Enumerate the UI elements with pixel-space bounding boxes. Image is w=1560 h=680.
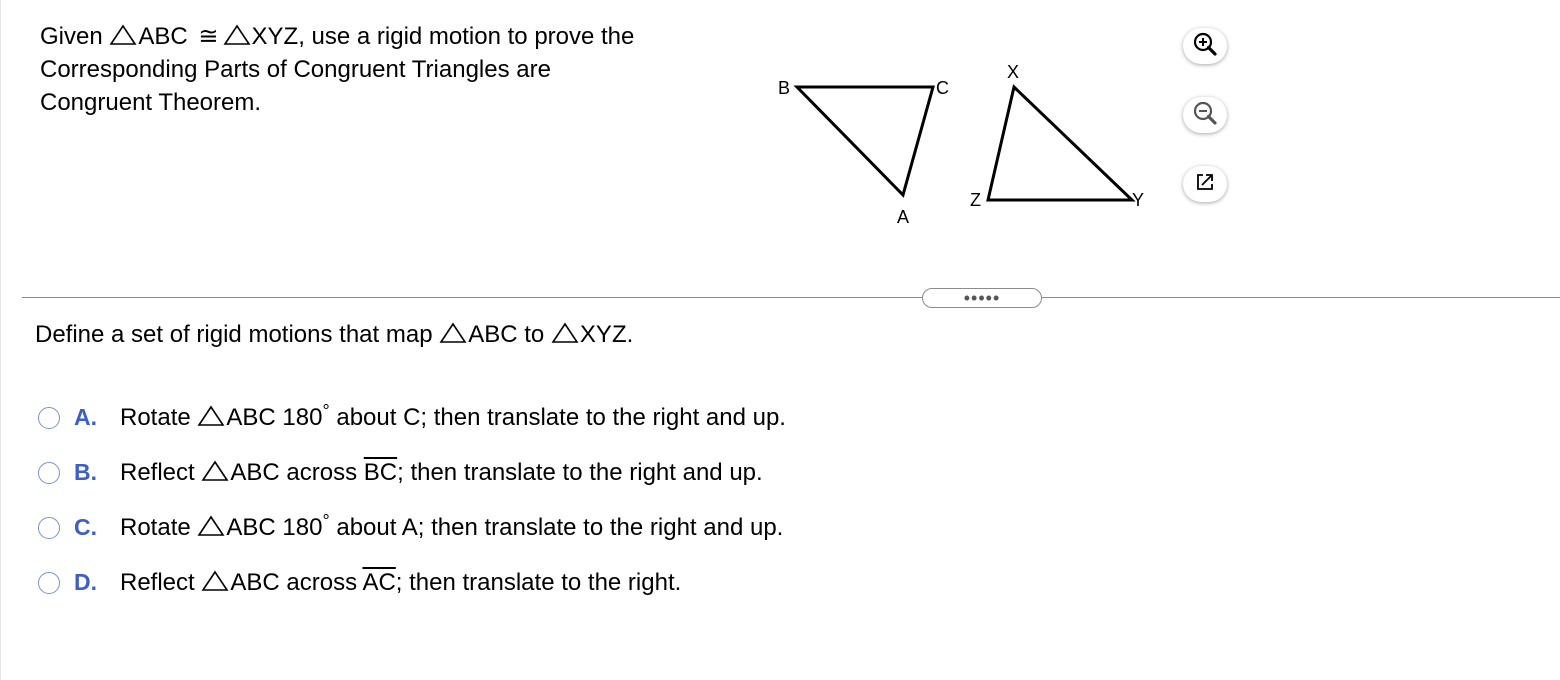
radio-button-d[interactable] — [38, 572, 60, 594]
degree-symbol: ° — [322, 510, 330, 531]
zoom-in-button[interactable] — [1183, 28, 1227, 64]
label-a: A — [897, 207, 910, 227]
option-letter: B. — [74, 459, 97, 485]
triangle-symbol-icon — [197, 405, 225, 427]
triangle-abc — [797, 87, 933, 195]
option-mid: across — [279, 458, 364, 486]
option-b[interactable] — [38, 445, 786, 500]
option-mid: 180 — [275, 513, 323, 541]
prompt-triangle-xyz: XYZ, — [251, 23, 305, 50]
option-text — [120, 510, 784, 542]
option-letter: A. — [74, 404, 97, 430]
prompt-line-1 — [40, 20, 740, 53]
expand-handle-button[interactable] — [922, 288, 1042, 308]
option-post: about C; then translate to the right and up. — [329, 403, 786, 431]
label-x: X — [1007, 62, 1020, 82]
open-external-icon — [1193, 170, 1217, 199]
option-pre: Rotate — [120, 403, 198, 431]
radio-button-c[interactable] — [38, 517, 60, 539]
option-post: ; then translate to the right. — [395, 568, 682, 596]
prompt-line-2: Corresponding Parts of Congruent Triangles are — [40, 56, 551, 83]
instruction-tri-abc: ABC — [468, 321, 518, 348]
radio-button-b[interactable] — [38, 462, 60, 484]
option-a[interactable] — [38, 390, 786, 445]
zoom-in-icon — [1192, 31, 1218, 62]
prompt-given: Given — [40, 23, 103, 50]
prompt-triangle-abc: ABC — [138, 23, 188, 50]
option-tri: ABC — [230, 458, 280, 486]
option-mid: 180 — [275, 403, 323, 431]
question-prompt — [40, 20, 740, 119]
figure-toolbar — [1183, 28, 1231, 235]
option-text — [120, 400, 786, 432]
option-pre: Reflect — [120, 568, 202, 596]
triangle-figure — [760, 50, 1180, 245]
label-c: C — [936, 78, 949, 98]
label-y: Y — [1132, 190, 1145, 210]
instruction-tri-xyz: XYZ. — [579, 321, 634, 348]
triangle-symbol-icon — [223, 24, 251, 46]
zoom-out-button[interactable] — [1183, 97, 1227, 133]
answer-options — [38, 390, 786, 610]
popout-button[interactable] — [1183, 166, 1227, 202]
option-tri: ABC — [226, 403, 276, 431]
option-tri: ABC — [230, 568, 280, 596]
option-d[interactable] — [38, 555, 786, 610]
label-b: B — [778, 78, 791, 98]
instruction-before: Define a set of rigid motions that map — [35, 321, 440, 348]
segment-ac: $\overline{AC}$ — [362, 568, 396, 596]
degree-symbol: ° — [322, 400, 330, 421]
option-letter: D. — [74, 569, 97, 595]
segment-bc: $\overline{BC}$ — [363, 458, 398, 486]
option-c[interactable] — [38, 500, 786, 555]
congruent-symbol: ≅ — [198, 23, 219, 50]
triangle-symbol-icon — [109, 24, 137, 46]
triangle-symbol-icon — [201, 460, 229, 482]
option-post: ; then translate to the right and up. — [397, 458, 763, 486]
label-z: Z — [970, 190, 981, 210]
triangle-xyz — [988, 87, 1132, 200]
zoom-out-icon — [1192, 100, 1218, 131]
option-post: about A; then translate to the right and up. — [329, 513, 784, 541]
option-pre: Rotate — [120, 513, 198, 541]
radio-button-a[interactable] — [38, 407, 60, 429]
option-mid: across — [279, 568, 363, 596]
triangle-symbol-icon — [439, 322, 467, 344]
instruction-mid: to — [517, 321, 551, 348]
section-divider — [22, 297, 1560, 298]
option-text — [120, 569, 681, 597]
left-edge — [0, 0, 1, 680]
triangle-symbol-icon — [201, 570, 229, 592]
expand-dots: ••••• — [963, 288, 1001, 308]
option-pre: Reflect — [120, 458, 202, 486]
triangle-symbol-icon — [197, 515, 225, 537]
prompt-rest-line-1: use a rigid motion to prove the — [304, 23, 635, 50]
option-tri: ABC — [226, 513, 276, 541]
option-letter: C. — [74, 514, 97, 540]
prompt-line-3: Congruent Theorem. — [40, 89, 262, 116]
triangle-symbol-icon — [551, 322, 579, 344]
option-text — [120, 459, 763, 487]
instruction-text — [35, 318, 633, 352]
